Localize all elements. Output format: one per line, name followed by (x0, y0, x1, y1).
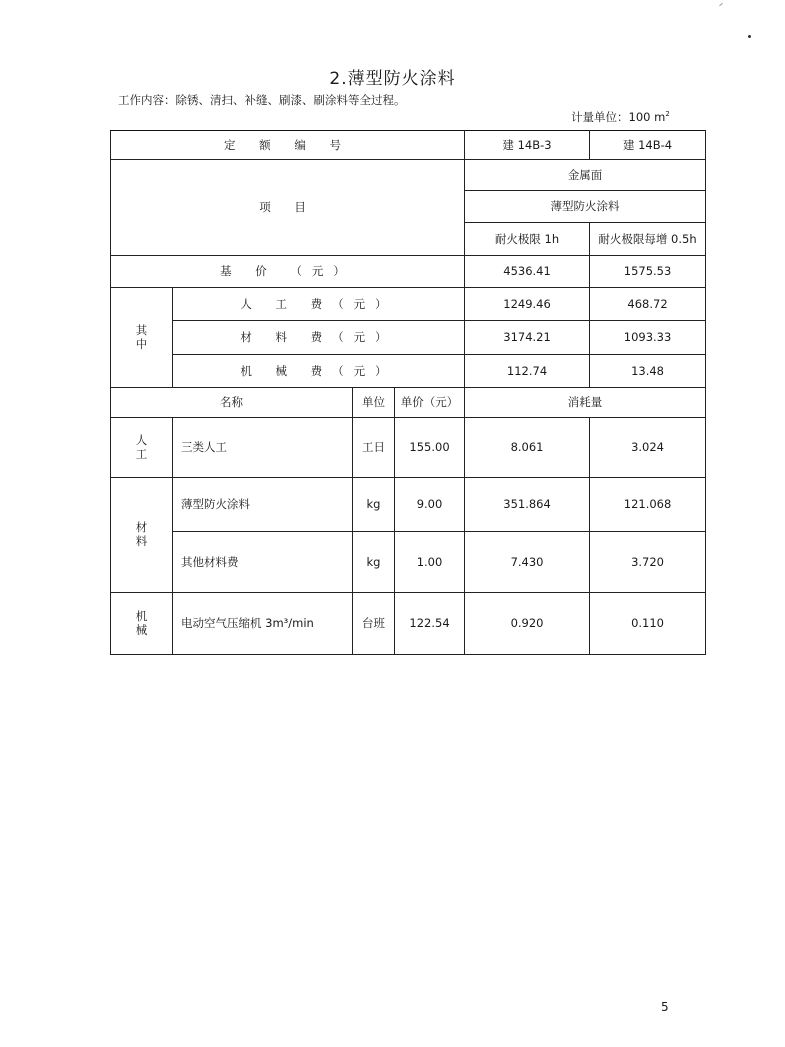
quota-table (110, 130, 706, 655)
sub-col-2: 耐火极限每增 0.5h (590, 223, 706, 256)
row-name: 电动空气压缩机 3m³/min (173, 593, 353, 655)
category-machinery: 机械 (111, 593, 173, 655)
measurement-unit-label: 计量单位：100 m (571, 110, 666, 124)
row-value-2: 3.720 (590, 532, 706, 593)
row-value-1: 351.864 (465, 478, 590, 532)
quota-number-label: 定 额 编 号 (111, 131, 465, 160)
among-label: 其中 (111, 288, 173, 388)
row-value-1: 8.061 (465, 418, 590, 478)
row-value-1: 0.920 (465, 593, 590, 655)
row-price: 122.54 (395, 593, 465, 655)
labor-fee-2: 468.72 (590, 288, 706, 321)
row-price: 9.00 (395, 478, 465, 532)
page-number: 5 (661, 1000, 669, 1014)
row-unit: 工日 (353, 418, 395, 478)
header-unit-price: 单价（元） (395, 388, 465, 418)
quota-code-1: 建 14B-3 (465, 131, 590, 160)
header-unit: 单位 (353, 388, 395, 418)
coating-label: 薄型防火涂料 (465, 191, 706, 223)
header-name: 名称 (111, 388, 353, 418)
row-value-1: 7.430 (465, 532, 590, 593)
row-value-2: 121.068 (590, 478, 706, 532)
row-value-2: 0.110 (590, 593, 706, 655)
material-fee-2: 1093.33 (590, 321, 706, 355)
category-labor: 人工 (111, 418, 173, 478)
work-content: 工作内容：除锈、清扫、补缝、刷漆、刷涂料等全过程。 (118, 93, 406, 107)
row-unit: kg (353, 532, 395, 593)
material-fee-1: 3174.21 (465, 321, 590, 355)
category-material: 材料 (111, 478, 173, 593)
measurement-unit-sup: 2 (665, 110, 670, 119)
measurement-unit (571, 109, 670, 125)
base-price-label: 基 价 （元） (111, 256, 465, 288)
labor-fee-label: 人 工 费（元） (173, 288, 465, 321)
labor-fee-1: 1249.46 (465, 288, 590, 321)
material-fee-label: 材 料 费（元） (173, 321, 465, 355)
quota-code-2: 建 14B-4 (590, 131, 706, 160)
row-unit: 台班 (353, 593, 395, 655)
row-price: 155.00 (395, 418, 465, 478)
machine-fee-2: 13.48 (590, 355, 706, 388)
section-title: 2.薄型防火涂料 (329, 69, 456, 89)
scan-dot (748, 35, 751, 38)
row-name: 三类人工 (173, 418, 353, 478)
surface-label: 金属面 (465, 160, 706, 191)
row-name: 其他材料费 (173, 532, 353, 593)
row-unit: kg (353, 478, 395, 532)
row-name: 薄型防火涂料 (173, 478, 353, 532)
row-value-2: 3.024 (590, 418, 706, 478)
machine-fee-label: 机 械 费（元） (173, 355, 465, 388)
sub-col-1: 耐火极限 1h (465, 223, 590, 256)
machine-fee-1: 112.74 (465, 355, 590, 388)
base-price-2: 1575.53 (590, 256, 706, 288)
scan-mark (719, 3, 723, 6)
header-consumption: 消耗量 (465, 388, 706, 418)
item-label: 项 目 (111, 160, 465, 256)
base-price-1: 4536.41 (465, 256, 590, 288)
row-price: 1.00 (395, 532, 465, 593)
